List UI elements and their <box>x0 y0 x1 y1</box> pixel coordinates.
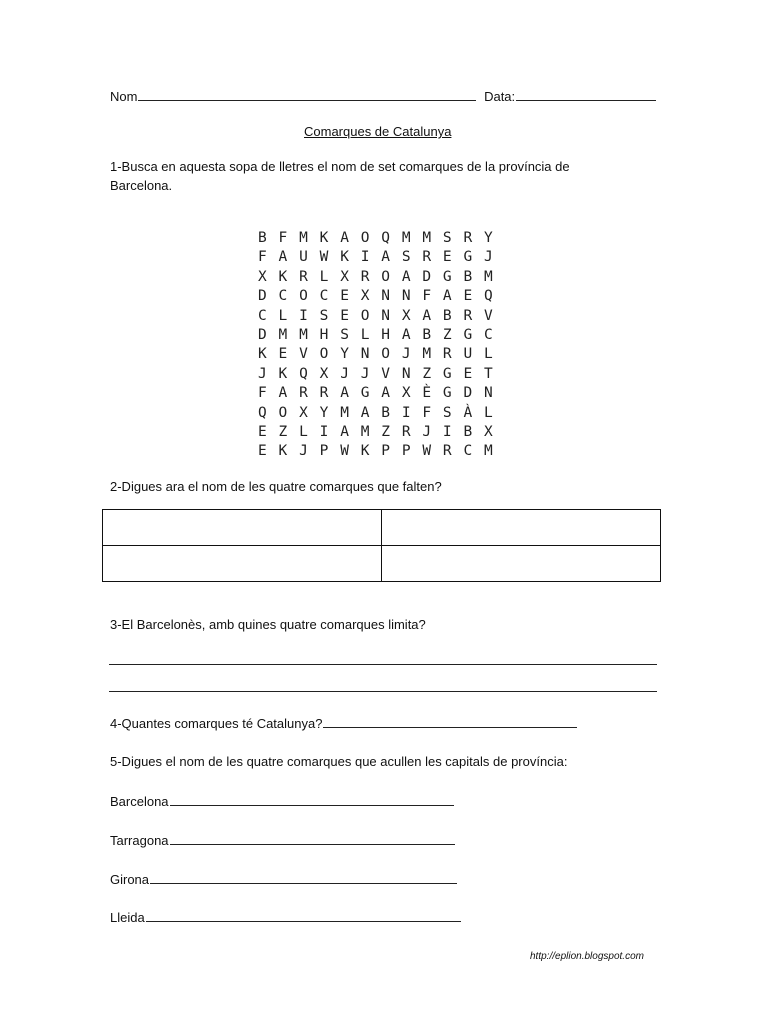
word-search-letter[interactable]: T <box>484 365 493 382</box>
word-search-letter[interactable]: F <box>278 230 288 246</box>
word-search-letter[interactable]: X <box>319 365 329 382</box>
word-search-letter[interactable]: O <box>381 346 391 363</box>
answer-line[interactable] <box>150 871 457 884</box>
word-search-letter[interactable]: O <box>278 404 288 421</box>
word-search-row <box>258 326 505 345</box>
word-search-letter[interactable]: Z <box>442 326 452 343</box>
word-search-letter[interactable]: V <box>299 346 308 363</box>
word-search-letter[interactable]: B <box>381 404 391 421</box>
answer-cell[interactable] <box>103 546 382 582</box>
word-search-letter[interactable]: K <box>360 443 370 460</box>
word-search-letter[interactable]: L <box>484 404 493 421</box>
word-search-letter[interactable]: K <box>278 268 288 285</box>
word-search-letter[interactable]: R <box>442 346 452 363</box>
answer-line[interactable] <box>323 715 577 728</box>
word-search-letter[interactable]: F <box>258 385 267 402</box>
word-search-row <box>258 345 505 364</box>
capital-label: Lleida <box>110 910 145 925</box>
word-search-letter[interactable]: Z <box>422 365 432 382</box>
word-search-letter[interactable]: M <box>278 326 288 343</box>
word-search-letter[interactable]: K <box>278 365 288 382</box>
answer-line[interactable] <box>146 909 461 922</box>
question-1-line-2: Barcelona. <box>110 178 173 193</box>
word-search-letter[interactable]: N <box>401 288 411 305</box>
answer-table <box>102 509 661 582</box>
word-search-letter[interactable]: M <box>422 230 432 246</box>
word-search-letter[interactable]: C <box>484 326 493 343</box>
word-search-letter[interactable]: J <box>299 443 308 460</box>
word-search-letter[interactable]: J <box>340 365 349 382</box>
word-search-letter[interactable]: B <box>422 326 432 343</box>
word-search-letter[interactable]: C <box>258 307 267 324</box>
word-search-row <box>258 229 505 248</box>
question-2: 2-Digues ara el nom de les quatre comarques que falten? <box>110 479 442 494</box>
word-search-letter[interactable]: N <box>401 365 411 382</box>
word-search-letter[interactable]: J <box>258 365 267 382</box>
word-search-letter[interactable]: F <box>422 288 432 305</box>
answer-cell[interactable] <box>103 510 382 546</box>
word-search-letter[interactable]: M <box>422 346 432 363</box>
word-search-letter[interactable]: Y <box>319 404 329 421</box>
word-search-row <box>258 365 505 384</box>
word-search-letter[interactable]: M <box>340 404 349 421</box>
word-search-letter[interactable]: K <box>319 230 329 246</box>
word-search-row <box>258 384 505 403</box>
word-search-letter[interactable]: V <box>381 365 391 382</box>
word-search-letter[interactable]: L <box>278 307 288 324</box>
word-search-letter[interactable]: E <box>463 365 473 382</box>
word-search-letter[interactable]: W <box>340 443 349 460</box>
word-search-letter[interactable]: C <box>463 443 473 460</box>
word-search-letter[interactable]: N <box>360 346 370 363</box>
word-search-letter[interactable]: X <box>484 423 493 440</box>
answer-line[interactable] <box>109 691 657 692</box>
word-search-letter[interactable]: R <box>319 385 329 402</box>
question-4 <box>110 715 577 731</box>
word-search-letter[interactable]: R <box>442 443 452 460</box>
data-answer-line[interactable] <box>516 88 656 101</box>
footer-url: http://eplion.blogspot.com <box>530 951 644 962</box>
word-search-letter[interactable]: W <box>422 443 432 460</box>
question-3: 3-El Barcelonès, amb quines quatre comarques limita? <box>110 617 426 632</box>
question-1 <box>110 157 570 195</box>
capital-item <box>110 832 455 848</box>
word-search-letter[interactable]: C <box>319 288 329 305</box>
word-search-letter[interactable]: I <box>299 307 308 324</box>
word-search-row <box>258 287 505 306</box>
word-search-letter[interactable]: Q <box>484 288 493 305</box>
word-search-letter[interactable]: R <box>401 423 411 440</box>
capital-label: Barcelona <box>110 794 169 809</box>
word-search-letter[interactable]: À <box>463 404 473 421</box>
word-search-letter[interactable]: F <box>422 404 432 421</box>
word-search-letter[interactable]: E <box>340 288 349 305</box>
word-search-letter[interactable]: R <box>422 249 432 266</box>
word-search-letter[interactable]: W <box>319 249 329 266</box>
word-search-letter[interactable]: A <box>340 423 349 440</box>
word-search-letter[interactable]: A <box>442 288 452 305</box>
word-search-letter[interactable]: U <box>299 249 308 266</box>
word-search-letter[interactable]: A <box>422 307 432 324</box>
word-search-letter[interactable]: Z <box>381 423 391 440</box>
word-search-letter[interactable]: K <box>340 249 349 266</box>
word-search-letter[interactable]: O <box>360 307 370 324</box>
word-search-letter[interactable]: A <box>401 326 411 343</box>
word-search-letter[interactable]: V <box>484 307 493 324</box>
word-search-letter[interactable]: J <box>484 249 493 266</box>
word-search-letter[interactable]: D <box>463 385 473 402</box>
word-search-letter[interactable]: S <box>442 404 452 421</box>
answer-line[interactable] <box>170 793 454 806</box>
word-search-letter[interactable]: A <box>381 385 391 402</box>
word-search-letter[interactable]: Y <box>484 230 493 246</box>
word-search-letter[interactable]: E <box>463 288 473 305</box>
word-search-letter[interactable]: I <box>442 423 452 440</box>
word-search-letter[interactable]: R <box>463 307 473 324</box>
word-search-letter[interactable]: J <box>360 365 370 382</box>
word-search-letter[interactable]: Z <box>278 423 288 440</box>
word-search-letter[interactable]: I <box>360 249 370 266</box>
word-search-letter[interactable]: O <box>299 288 308 305</box>
word-search-letter[interactable]: U <box>463 346 473 363</box>
word-search-letter[interactable]: A <box>278 249 288 266</box>
word-search-letter[interactable]: L <box>360 326 370 343</box>
capital-item <box>110 909 461 925</box>
answer-cell[interactable] <box>382 510 661 546</box>
word-search-row <box>258 404 505 423</box>
word-search-letter[interactable]: Q <box>258 404 267 421</box>
word-search-letter[interactable]: M <box>360 423 370 440</box>
capital-label: Tarragona <box>110 833 169 848</box>
word-search-letter[interactable]: X <box>360 288 370 305</box>
capital-item <box>110 793 454 809</box>
word-search-letter[interactable]: O <box>360 230 370 246</box>
word-search-letter[interactable]: G <box>463 249 473 266</box>
word-search-letter[interactable]: G <box>360 385 370 402</box>
answer-line[interactable] <box>109 664 657 665</box>
word-search-letter[interactable]: L <box>299 423 308 440</box>
nom-answer-line[interactable] <box>138 88 476 101</box>
word-search-letter[interactable]: K <box>258 346 267 363</box>
word-search-letter[interactable]: S <box>319 307 329 324</box>
word-search-letter[interactable]: G <box>463 326 473 343</box>
word-search-letter[interactable]: H <box>381 326 391 343</box>
word-search-letter[interactable]: X <box>258 268 267 285</box>
word-search-letter[interactable]: P <box>401 443 411 460</box>
word-search-row <box>258 307 505 326</box>
header <box>110 88 656 104</box>
word-search-letter[interactable]: E <box>258 423 267 440</box>
word-search-row <box>258 423 505 442</box>
word-search-letter[interactable]: B <box>463 268 473 285</box>
word-search-letter[interactable]: I <box>401 404 411 421</box>
word-search-letter[interactable]: G <box>442 365 452 382</box>
word-search-letter[interactable]: A <box>381 249 391 266</box>
word-search-row <box>258 248 505 267</box>
word-search-letter[interactable]: L <box>484 346 493 363</box>
word-search-letter[interactable]: M <box>484 268 493 285</box>
word-search-letter[interactable]: M <box>484 443 493 460</box>
word-search-letter[interactable]: Q <box>381 230 391 246</box>
word-search-letter[interactable]: O <box>319 346 329 363</box>
word-search-letter[interactable]: O <box>381 268 391 285</box>
word-search-letter[interactable]: E <box>258 443 267 460</box>
word-search-letter[interactable]: R <box>299 268 308 285</box>
word-search-letter[interactable]: X <box>299 404 308 421</box>
word-search-letter[interactable]: E <box>340 307 349 324</box>
word-search-letter[interactable]: G <box>442 268 452 285</box>
word-search-letter[interactable]: S <box>401 249 411 266</box>
word-search-letter[interactable]: N <box>381 307 391 324</box>
word-search-letter[interactable]: B <box>258 230 267 246</box>
word-search-letter[interactable]: J <box>422 423 432 440</box>
nom-label: Nom <box>110 89 138 104</box>
word-search-letter[interactable]: R <box>299 385 308 402</box>
question-1-line-1: 1-Busca en aquesta sopa de lletres el nom de set comarques de la província de <box>110 159 570 174</box>
word-search-letter[interactable]: Q <box>299 365 308 382</box>
word-search-letter[interactable]: S <box>442 230 452 246</box>
word-search-letter[interactable]: N <box>484 385 493 402</box>
word-search-letter[interactable]: X <box>401 385 411 402</box>
word-search-letter[interactable]: C <box>278 288 288 305</box>
word-search-letter[interactable]: M <box>401 230 411 246</box>
capital-item <box>110 871 457 887</box>
word-search-row <box>258 442 505 461</box>
word-search-letter[interactable]: È <box>422 385 432 402</box>
question-5: 5-Digues el nom de les quatre comarques que acullen les capitals de província: <box>110 754 568 769</box>
word-search-letter[interactable]: H <box>319 326 329 343</box>
word-search-letter[interactable]: L <box>319 268 329 285</box>
word-search-letter[interactable]: B <box>442 307 452 324</box>
word-search-letter[interactable]: A <box>278 385 288 402</box>
word-search-letter[interactable]: A <box>360 404 370 421</box>
word-search-letter[interactable]: E <box>278 346 288 363</box>
word-search-letter[interactable]: Y <box>340 346 349 363</box>
word-search-letter[interactable]: A <box>340 385 349 402</box>
word-search-letter[interactable]: D <box>422 268 432 285</box>
word-search-row <box>258 268 505 287</box>
word-search-letter[interactable]: X <box>401 307 411 324</box>
word-search-letter[interactable]: N <box>381 288 391 305</box>
word-search-letter[interactable]: S <box>340 326 349 343</box>
data-label: Data: <box>484 89 516 104</box>
page-title: Comarques de Catalunya <box>304 124 452 139</box>
word-search-letter[interactable]: R <box>463 230 473 246</box>
answer-line[interactable] <box>170 832 455 845</box>
word-search-letter[interactable]: M <box>299 326 308 343</box>
word-search-letter[interactable]: F <box>258 249 267 266</box>
word-search-letter[interactable]: X <box>340 268 349 285</box>
word-search-letter[interactable]: P <box>319 443 329 460</box>
capital-label: Girona <box>110 872 150 887</box>
word-search-letter[interactable]: A <box>340 230 349 246</box>
word-search-letter[interactable]: I <box>319 423 329 440</box>
word-search-letter[interactable]: P <box>381 443 391 460</box>
word-search-letter[interactable]: E <box>442 249 452 266</box>
word-search-letter[interactable]: J <box>401 346 411 363</box>
word-search-grid <box>258 229 505 462</box>
question-4-text: 4-Quantes comarques té Catalunya? <box>110 716 323 731</box>
word-search-letter[interactable]: M <box>299 230 308 246</box>
word-search-letter[interactable]: A <box>401 268 411 285</box>
word-search-letter[interactable]: K <box>278 443 288 460</box>
word-search-letter[interactable]: B <box>463 423 473 440</box>
answer-cell[interactable] <box>382 546 661 582</box>
word-search-letter[interactable]: G <box>442 385 452 402</box>
word-search-letter[interactable]: D <box>258 326 267 343</box>
word-search-letter[interactable]: D <box>258 288 267 305</box>
word-search-letter[interactable]: R <box>360 268 370 285</box>
